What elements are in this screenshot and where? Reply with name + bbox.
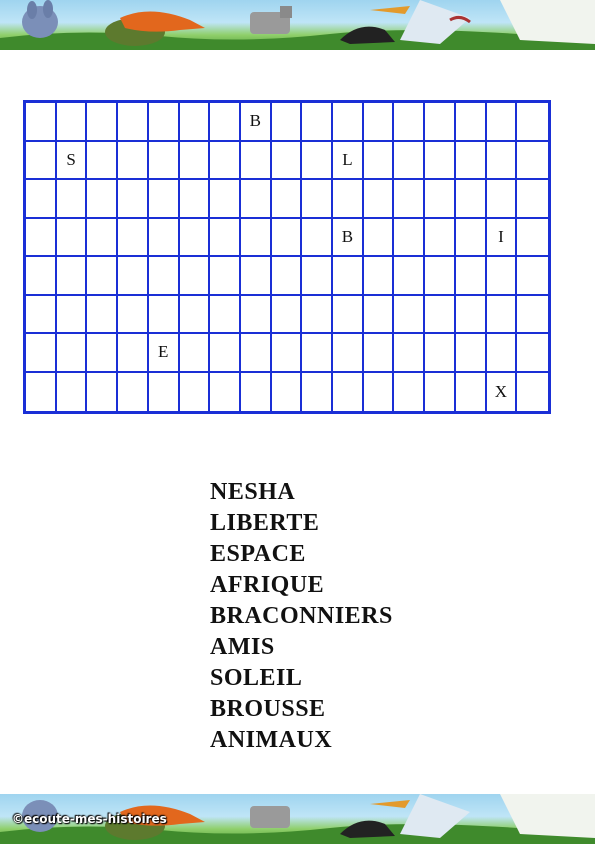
grid-cell [333,103,364,142]
grid-cell [118,373,149,412]
grid-cell [364,219,395,258]
grid-cell [517,257,548,296]
word-item: AMIS [210,634,275,660]
grid-cell [394,296,425,335]
grid-cell [26,180,57,219]
grid-cell [394,180,425,219]
grid-cell [118,219,149,258]
header-banner [0,0,595,50]
grid-cell [394,142,425,181]
grid-cell [333,180,364,219]
grid-cell [57,296,88,335]
footer-banner [0,794,595,844]
grid-cell [333,334,364,373]
grid-cell [149,180,180,219]
grid-cell [180,257,211,296]
grid-cell [333,257,364,296]
grid-cell [87,334,118,373]
grid-cell [180,103,211,142]
grid-cell [272,373,303,412]
grid-cell [241,296,272,335]
grid-cell [456,219,487,258]
grid-cell [87,296,118,335]
grid-cell [180,373,211,412]
grid-cell [241,219,272,258]
grid-cell [87,142,118,181]
grid-cell [394,373,425,412]
grid-cell [302,142,333,181]
bird-icon [340,27,395,44]
grid-cell [272,219,303,258]
grid-cell [180,180,211,219]
grid-cell [425,334,456,373]
grid-cell [364,103,395,142]
grid-cell [517,219,548,258]
grid-cell [394,334,425,373]
grid-cell [149,296,180,335]
grid-cell [149,142,180,181]
fox-icon [120,11,205,31]
grid-cell [149,373,180,412]
grid-cell [456,103,487,142]
grid-cell [241,334,272,373]
grid-cell [302,219,333,258]
grid-cell [487,142,518,181]
grid-cell [272,334,303,373]
grid-cell [364,334,395,373]
word-item: SOLEIL [210,665,303,691]
grid-cell [517,334,548,373]
grid-cell [364,142,395,181]
grid-cell [456,373,487,412]
grid-cell [394,103,425,142]
grid-cell-letter: B [241,103,272,142]
word-item: ESPACE [210,541,306,567]
grid-cell [118,334,149,373]
grid-cell [302,103,333,142]
grid-cell [241,180,272,219]
grid-cell [517,103,548,142]
grid-cell-letter: X [487,373,518,412]
grid-cell [26,142,57,181]
grid-cell [180,334,211,373]
grid-cell [456,180,487,219]
grid-cell [425,180,456,219]
grid-cell [487,103,518,142]
bird-icon [340,821,395,838]
grid-cell [210,296,241,335]
grid-cell-letter: I [487,219,518,258]
grid-cell [26,103,57,142]
grid-cell [487,257,518,296]
grid-cell [210,142,241,181]
grid-cell [210,219,241,258]
grid-cell [394,219,425,258]
grid-cell [210,257,241,296]
word-item: NESHA [210,479,296,505]
grid-cell [425,257,456,296]
grid-cell [87,103,118,142]
grid-cell [302,334,333,373]
grid-cell [210,334,241,373]
grid-cell [149,219,180,258]
word-list [210,477,393,756]
grid-cell [487,334,518,373]
grid-cell [57,373,88,412]
grid-cell [118,180,149,219]
grid-cell [241,373,272,412]
grid-cell [210,373,241,412]
grid-cell [456,142,487,181]
grid-cell [149,103,180,142]
grid-cell [118,296,149,335]
grid-cell [210,103,241,142]
grid-cell [517,180,548,219]
grid-cell [87,219,118,258]
grid-cell [57,180,88,219]
grid-cell-letter: E [149,334,180,373]
grid-cell [456,296,487,335]
grid-cell [180,296,211,335]
grid-cell [364,180,395,219]
grid-cell [26,334,57,373]
word-item: BROUSSE [210,696,326,722]
grid-cell [272,180,303,219]
grid-cell [241,142,272,181]
goat-icon [250,806,290,828]
grid-cell [272,296,303,335]
grid-cell [26,373,57,412]
grid-cell [364,257,395,296]
grid-cell [272,257,303,296]
grid-cell [302,296,333,335]
grid-cell [425,219,456,258]
grid-cell-letter: B [333,219,364,258]
grid-cell [87,257,118,296]
grid-cell [26,219,57,258]
grid-cell [180,142,211,181]
grid-cell [333,296,364,335]
grid-cell [118,142,149,181]
grid-cell [26,257,57,296]
grid-cell [272,103,303,142]
grid-cell [487,296,518,335]
grid-cell [57,103,88,142]
grid-cell [302,180,333,219]
grid-cell [487,180,518,219]
grid-cell [425,103,456,142]
grid-cell [210,180,241,219]
grid-cell [302,257,333,296]
grid-cell [87,180,118,219]
grid-cell [149,257,180,296]
grid-cell-letter: L [333,142,364,181]
grid-cell [26,296,57,335]
grid-cell [425,296,456,335]
word-item: BRACONNIERS [210,603,393,629]
grid-cell [118,257,149,296]
grid-cell [57,257,88,296]
grid-cell [272,142,303,181]
grid-cell [394,257,425,296]
animal-banner-illustration [0,0,595,50]
copyright-text: ©ecoute-mes-histoires [12,812,167,826]
grid-cell [456,257,487,296]
grid-cell [118,103,149,142]
grid-cell [364,296,395,335]
grid-cell [241,257,272,296]
grid-cell [517,142,548,181]
grid-cell [302,373,333,412]
grid-cell [425,142,456,181]
crossword-grid [23,100,551,414]
grid-cell [517,296,548,335]
grid-cell [180,219,211,258]
grid-cell [364,373,395,412]
grid-cell [57,334,88,373]
grid-cell [57,219,88,258]
grid-cell [456,334,487,373]
grid-cell-letter: S [57,142,88,181]
grid-cell [87,373,118,412]
word-item: ANIMAUX [210,727,333,753]
grid-cell [425,373,456,412]
word-item: LIBERTE [210,510,320,536]
grid-cell [517,373,548,412]
grid-cell [333,373,364,412]
word-item: AFRIQUE [210,572,325,598]
